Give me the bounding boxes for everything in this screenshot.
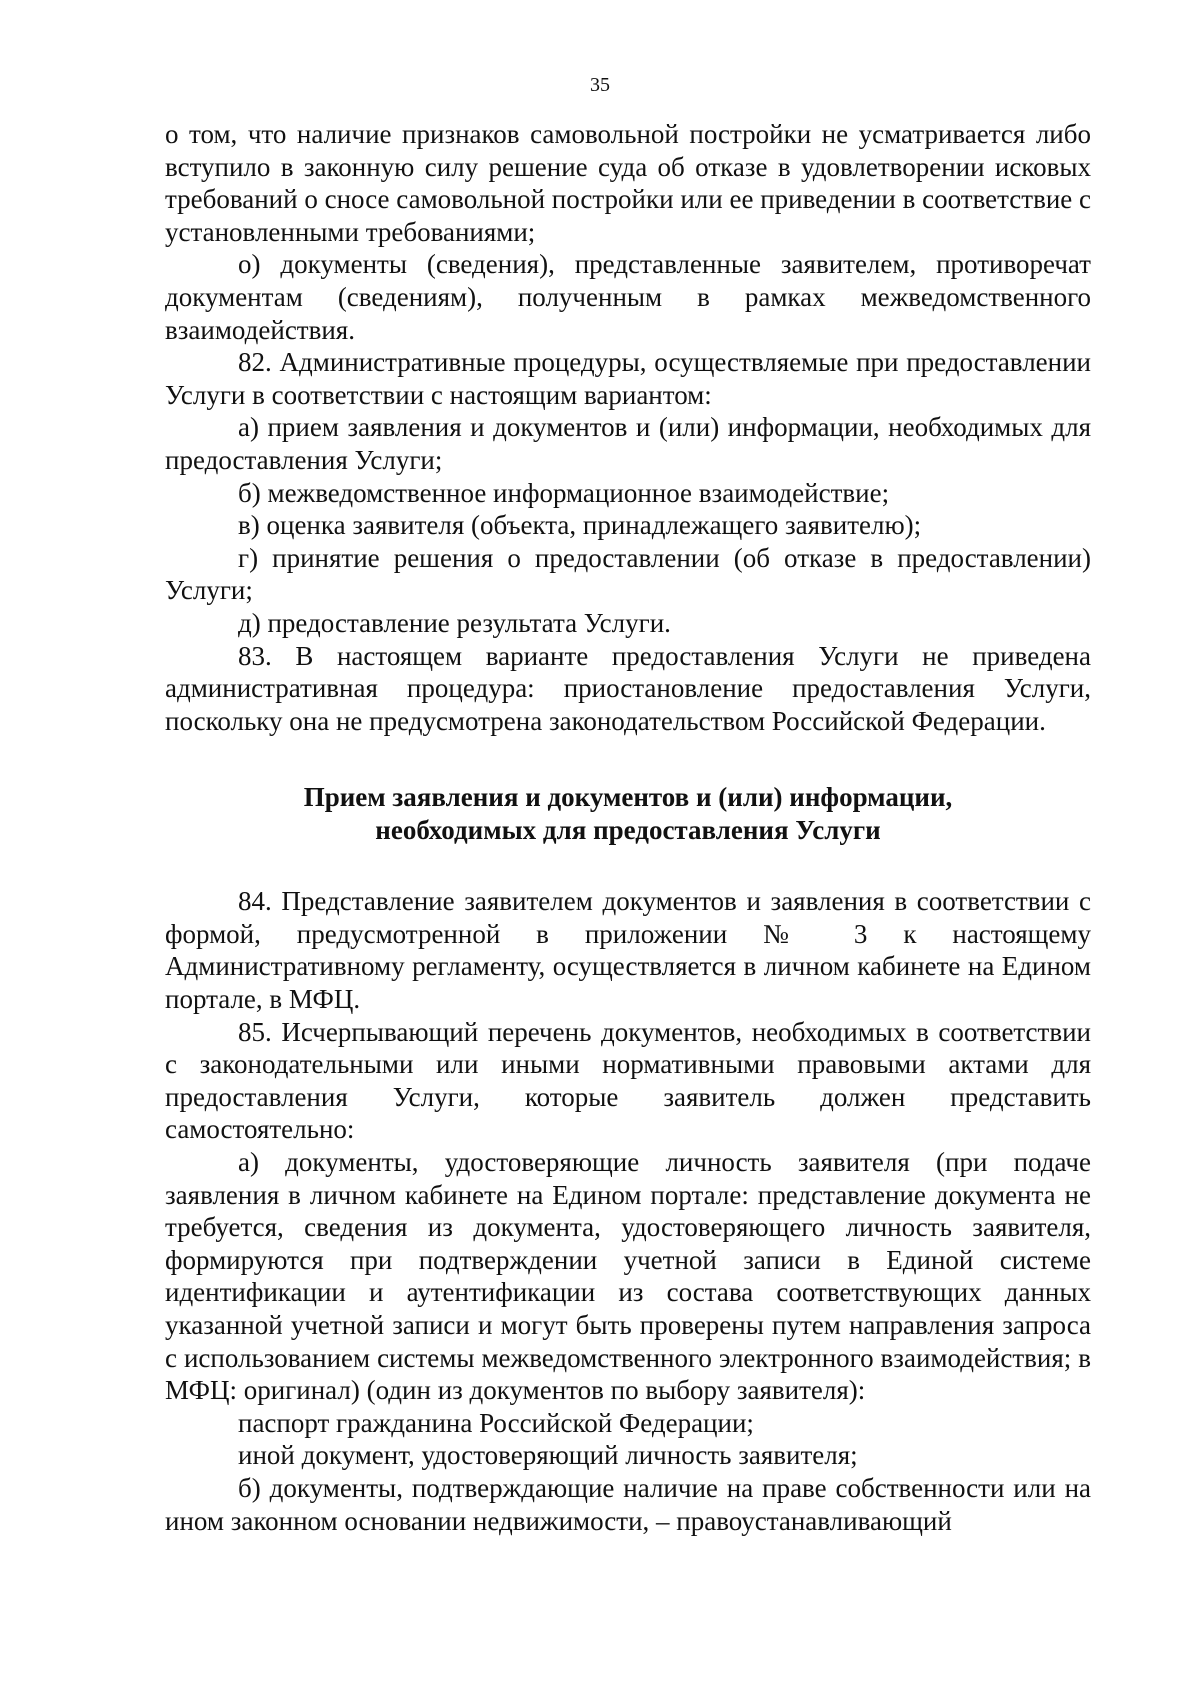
page-number: 35 <box>590 74 610 96</box>
list-item: иной документ, удостоверяющий личность заявителя; <box>238 1440 858 1471</box>
list-item: а) прием заявления и документов и (или) информации, необходимых для предоставления Услуги; <box>165 412 1091 475</box>
list-item: в) оценка заявителя (объекта, принадлежащего заявителю); <box>238 510 922 541</box>
list-item: д) предоставление результата Услуги. <box>238 607 671 638</box>
section-heading <box>165 781 1091 847</box>
list-item: б) документы, подтверждающие наличие на праве собственности или на ином законном основании недвижимости, – правоустанавливающий <box>165 1472 1091 1536</box>
list-item: г) принятие решения о предоставлении (об отказе в предоставлении) Услуги; <box>165 542 1091 606</box>
list-item: а) документы, удостоверяющие личность заявителя (при подаче заявления в личном кабинете на Едином портале: представление документа не требуется, сведения из документа, удостоверяющего личность заявителя, формируются при подтверждении учетной записи в Единой системе идентификации и аутентификации из состава соответствующих данных указанной учетной записи и могут быть проверены путем направления запроса с использованием системы межведомственного электронного взаимодействия; в МФЦ: оригинал) (один из документов по выбору заявителя): <box>165 1147 1091 1406</box>
paragraph: 83. В настоящем варианте предоставления Услуги не приведена административная процедура: приостановление предоставления Услуги, поскольку она не предусмотрена законодательством Российской Федерации. <box>165 640 1091 736</box>
section-heading-line: необходимых для предоставления Услуги <box>375 815 881 846</box>
section-heading-line: Прием заявления и документов и (или) информации, <box>303 782 953 813</box>
paragraph: о) документы (сведения), представленные заявителем, противоречат документам (сведениям), полученным в рамках межведомственного взаимодействия. <box>165 249 1091 345</box>
paragraph: 82. Административные процедуры, осуществляемые при предоставлении Услуги в соответствии с настоящим вариантом: <box>165 347 1091 410</box>
paragraph: 85. Исчерпывающий перечень документов, необходимых в соответствии с законодательными или иными нормативными правовыми актами для предоставления Услуги, которые заявитель должен представить самостоятельно: <box>165 1016 1091 1145</box>
list-item: паспорт гражданина Российской Федерации; <box>238 1407 754 1438</box>
paragraph: о том, что наличие признаков самовольной постройки не усматривается либо вступило в законную силу решение суда об отказе в удовлетворении исковых требований о сносе самовольной постройки или ее приведении в соответствие с установленными требованиями; <box>165 119 1091 247</box>
document-body <box>165 118 1091 1537</box>
paragraph: 84. Представление заявителем документов и заявления в соответствии с формой, предусмотренной в приложении № 3 к настоящему Административному регламенту, осуществляется в личном кабинете на Едином портале, в МФЦ. <box>165 886 1091 1015</box>
list-item: б) межведомственное информационное взаимодействие; <box>238 477 890 508</box>
